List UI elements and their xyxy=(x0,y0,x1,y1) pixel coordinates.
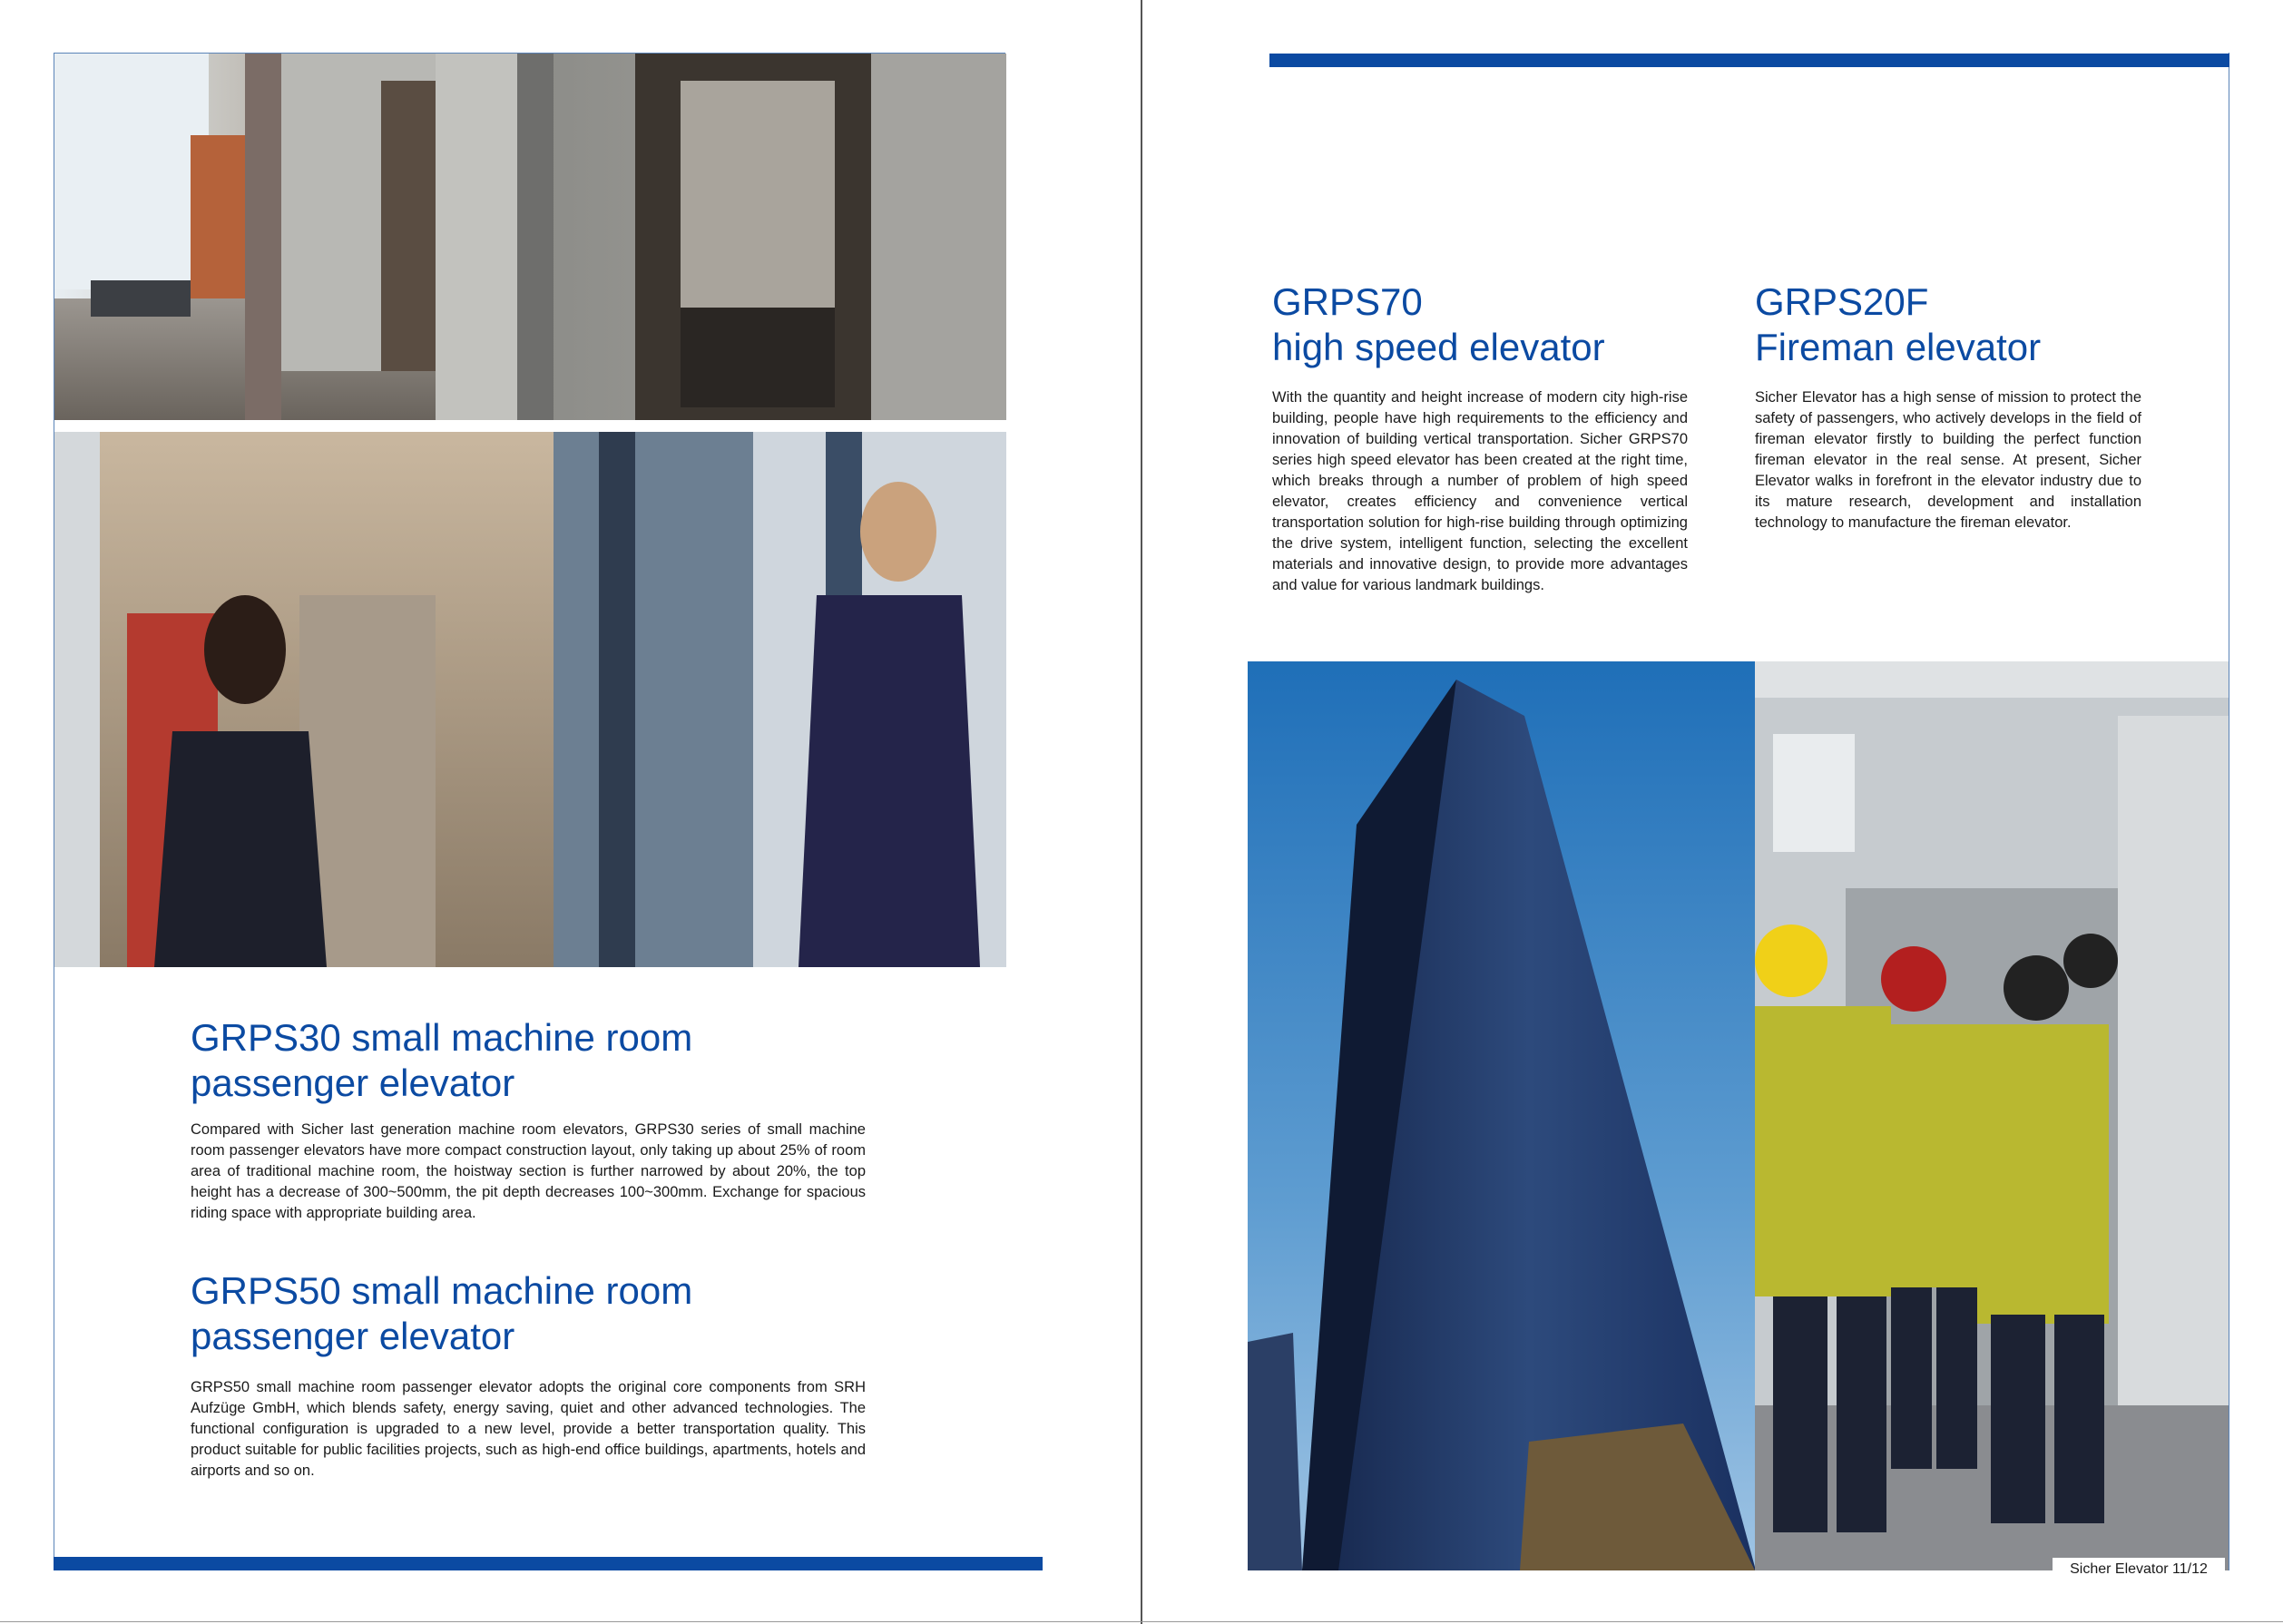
grps50-body: GRPS50 small machine room passenger elevator adopts the original core components from SRH Aufzüge GmbH, which blends safety, energy saving, quiet and other advanced technologies. The functional configuration is upgraded to a new level, provide a better transportation quality. This product suitable for public facilities projects, such as high-end office buildings, apartments, hotels and airports and so on. xyxy=(191,1379,866,1479)
grps70-title-line1: GRPS70 xyxy=(1272,280,1423,323)
grps30-title-line2: passenger elevator xyxy=(191,1061,515,1104)
firefighters-elevator-photo xyxy=(1755,661,2229,1570)
grps50-title-line2: passenger elevator xyxy=(191,1315,515,1357)
grps20f-title xyxy=(1755,279,2227,370)
skyscraper-photo xyxy=(1248,661,1755,1570)
page-edge-bottom xyxy=(0,1621,2283,1622)
grps30-title-line1: GRPS30 small machine room xyxy=(191,1016,693,1059)
grps70-body: With the quantity and height increase of modern city high-rise building, people have high requirements to the efficiency and innovation of building vertical transportation. Sicher GRPS70 series high speed elevator has been created at the right time, which breaks through a number of problem of high speed elevator, creates efficiency and convenience vertical transportation solution for high-rise building through optimizing the drive system, intelligent function, selecting the excellent materials and innovative design, to provide more advantages and value for various landmark buildings. xyxy=(1272,389,1688,593)
grps50-title-line1: GRPS50 small machine room xyxy=(191,1269,693,1312)
spine-line xyxy=(1141,0,1142,1624)
grps20f-title-line1: GRPS20F xyxy=(1755,280,1929,323)
page-footer: Sicher Elevator 11/12 xyxy=(2053,1558,2225,1581)
grps70-title xyxy=(1272,279,1744,370)
grps20f-body: Sicher Elevator has a high sense of mission to protect the safety of passengers, who actively develops in the field of fireman elevator firstly to building the perfect function fireman elevator in the real sense. At present, Sicher Elevator walks in forefront in the elevator industry due to its mature research, development and installation technology to manufacture the fireman elevator. xyxy=(1755,389,2141,531)
grps50-title xyxy=(191,1268,916,1359)
grps30-body: Compared with Sicher last generation machine room elevators, GRPS30 series of small machine room passenger elevators have more compact construction layout, only taking up about 25% of room area of traditional machine room, the hoistway section is further narrowed by about 20%, the top height has a decrease of 300~500mm, the pit depth decreases 100~300mm. Exchange for spacious riding space with appropriate building area. xyxy=(191,1121,866,1221)
grps30-title xyxy=(191,1015,916,1106)
top-blue-bar xyxy=(1269,54,2229,67)
grps70-title-line2: high speed elevator xyxy=(1272,326,1605,368)
grps20f-title-line2: Fireman elevator xyxy=(1755,326,2042,368)
lobby-elevator-photo xyxy=(54,54,1006,420)
bottom-blue-bar xyxy=(54,1557,1043,1570)
passengers-elevator-photo xyxy=(54,432,1006,967)
